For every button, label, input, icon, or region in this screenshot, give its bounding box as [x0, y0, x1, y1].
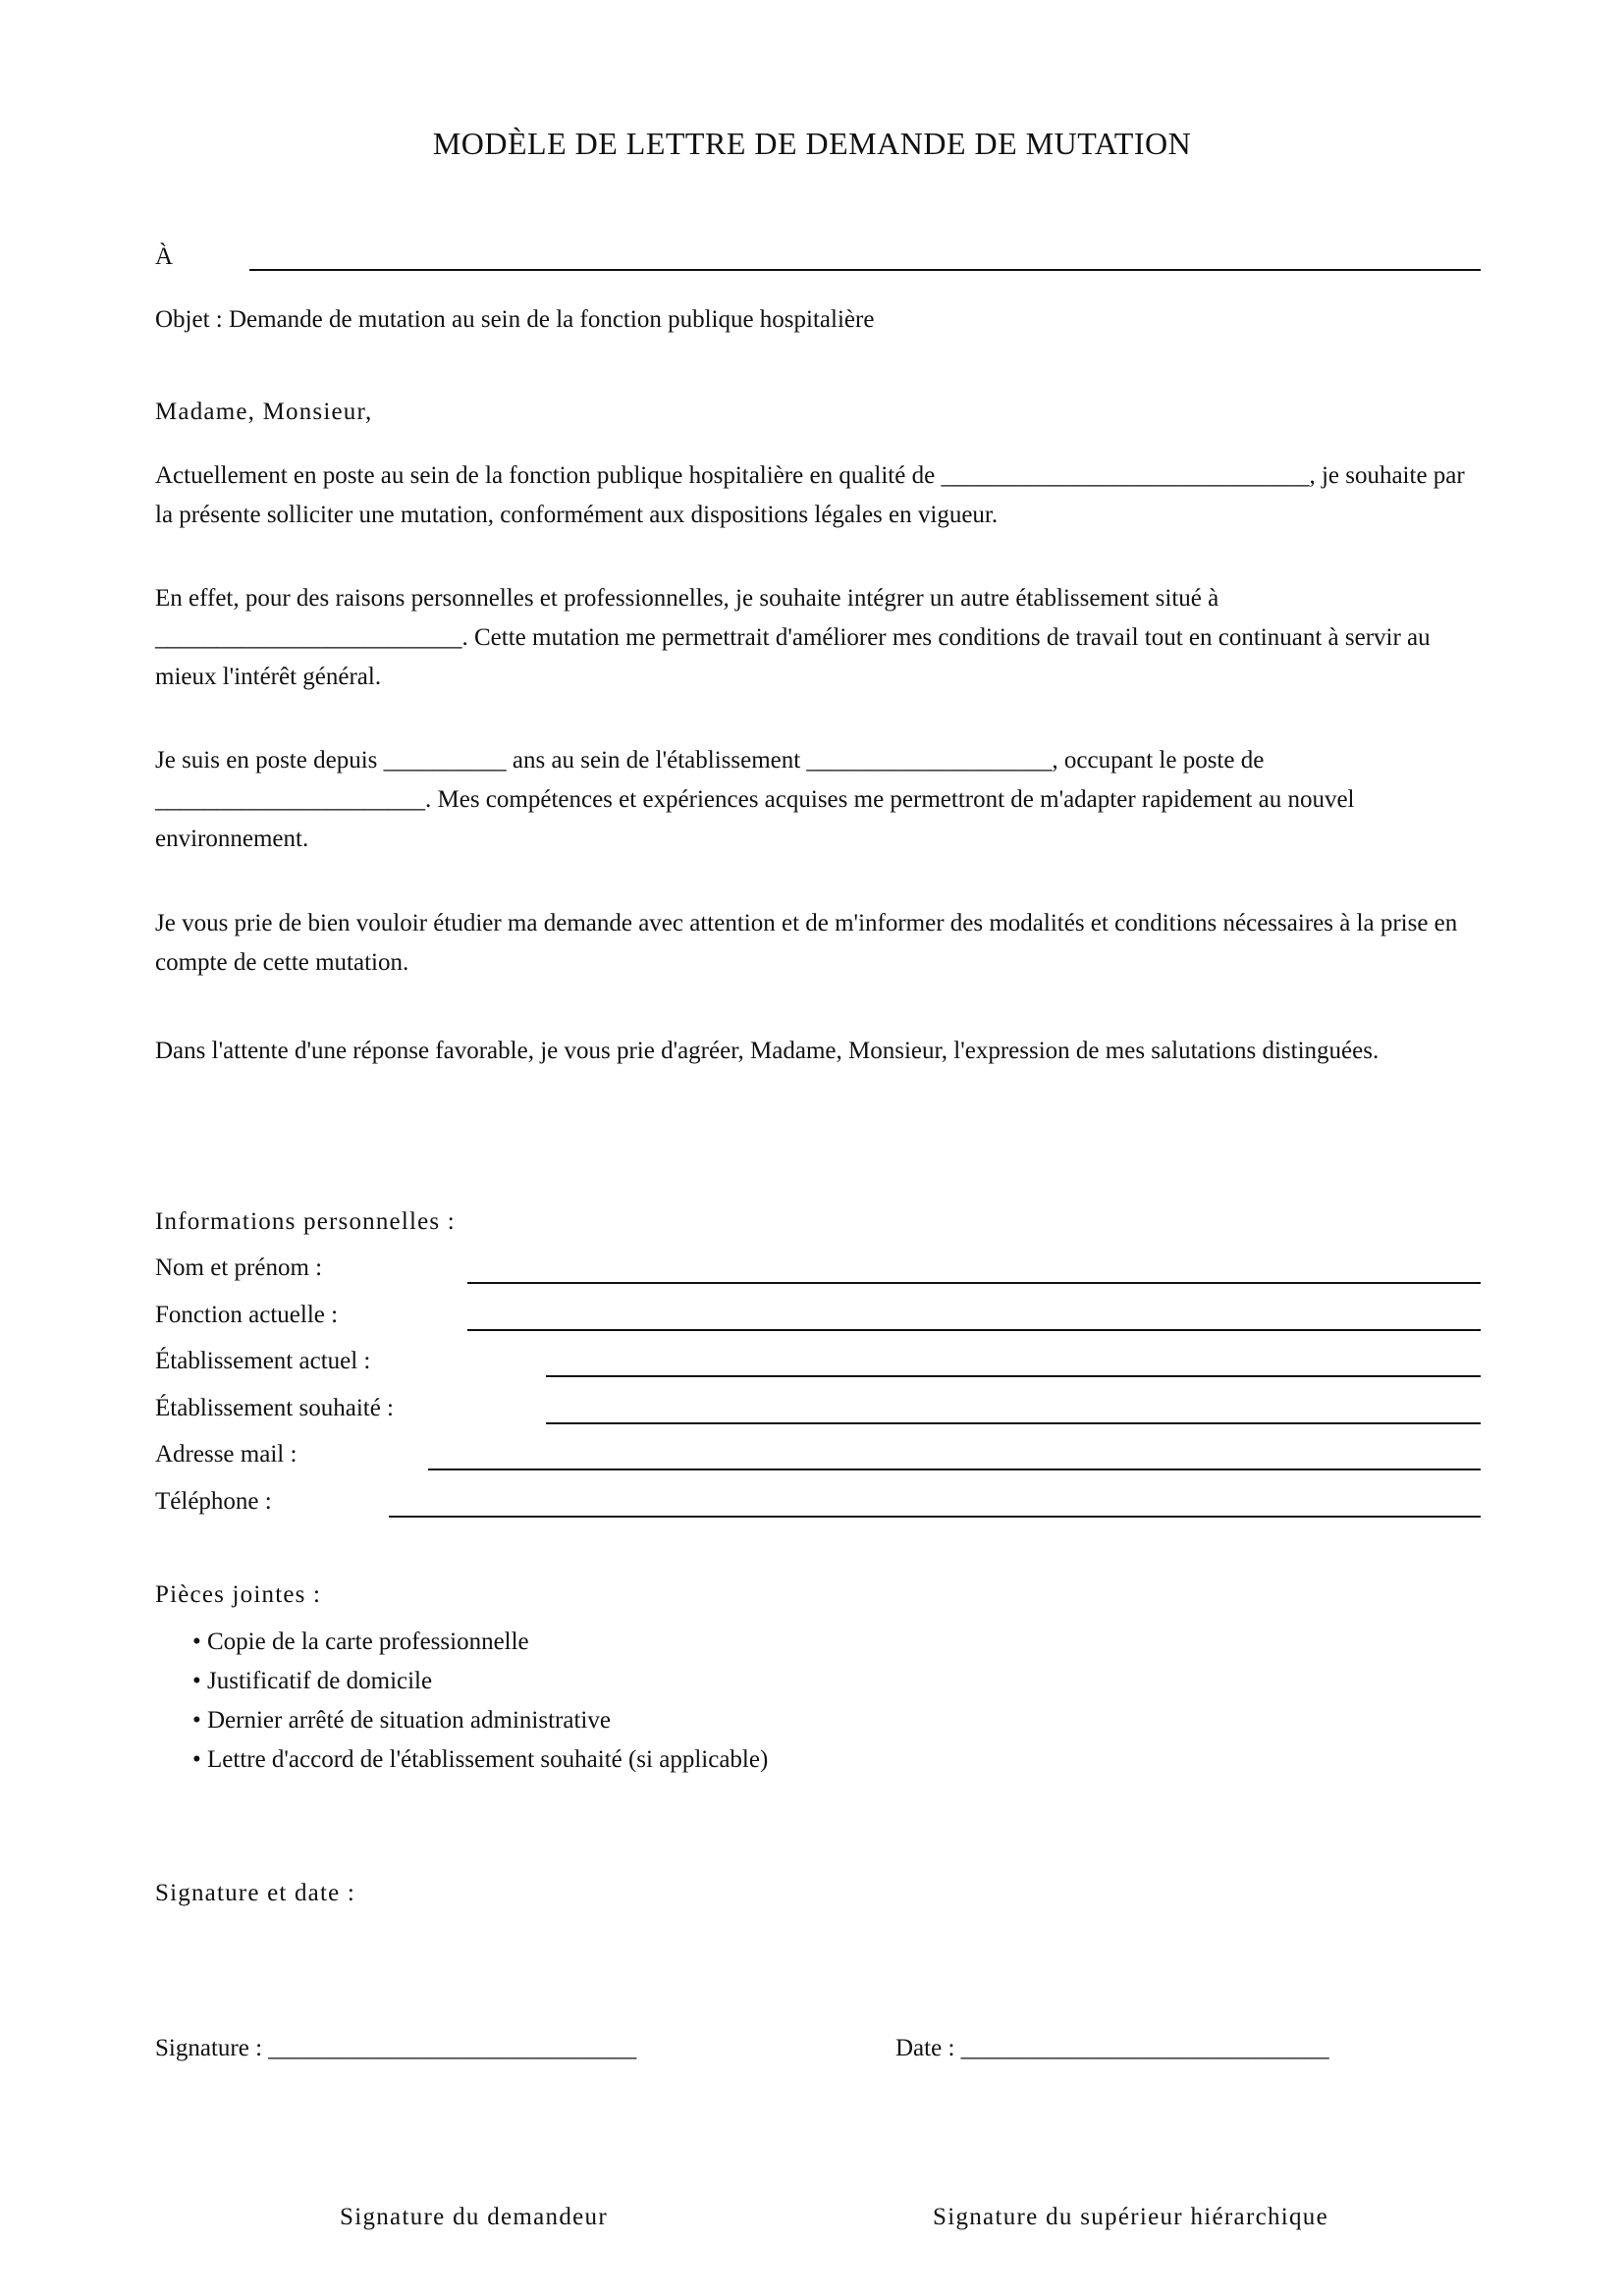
paragraph-2: En effet, pour des raisons personnelles et professionnelles, je souhaite intégrer un autre établissement situé à _________________________. Cette mutation me permettrait d'améliorer mes conditions de travail tout en continuant à servir au mieux l'intérêt général.: [155, 585, 1431, 690]
field-line-current-establishment[interactable]: [546, 1375, 1481, 1377]
field-label-current-establishment: Établissement actuel :: [155, 1348, 371, 1374]
subject-line: Objet : Demande de mutation au sein de la fonction publique hospitalière: [155, 306, 875, 333]
attachments-list: [192, 1623, 1371, 1780]
date-field[interactable]: Date : ______________________________: [895, 2035, 1329, 2061]
field-label-current-function: Fonction actuelle :: [155, 1302, 339, 1328]
signature-date-heading: Signature et date :: [155, 1880, 355, 1906]
paragraph-4: Je vous prie de bien vouloir étudier ma demande avec attention et de m'informer des modalités et conditions nécessaires à la prise en compte de cette mutation.: [155, 910, 1458, 976]
list-item: • Justificatif de domicile: [192, 1668, 433, 1694]
field-line-phone[interactable]: [389, 1516, 1481, 1518]
field-line-name[interactable]: [467, 1282, 1481, 1284]
personal-info-heading: Informations personnelles :: [155, 1208, 456, 1235]
list-item: • Copie de la carte professionnelle: [192, 1629, 529, 1655]
paragraph-1: Actuellement en poste au sein de la fonction publique hospitalière en qualité de ______________________________, je souhaite par la présente solliciter une mutation, conformément aux dispositions légales en vigueur.: [155, 462, 1465, 528]
list-item: • Lettre d'accord de l'établissement souhaité (si applicable): [192, 1746, 769, 1773]
recipient-label: À: [155, 243, 174, 270]
supervisor-signature-caption: Signature du supérieur hiérarchique: [933, 2204, 1329, 2230]
field-label-name: Nom et prénom :: [155, 1255, 323, 1281]
list-item: • Dernier arrêté de situation administrative: [192, 1707, 611, 1734]
field-label-phone: Téléphone :: [155, 1488, 272, 1515]
page-title: MODÈLE DE LETTRE DE DEMANDE DE MUTATION: [432, 126, 1192, 161]
field-line-current-function[interactable]: [467, 1329, 1481, 1331]
field-line-desired-establishment[interactable]: [546, 1422, 1481, 1424]
field-label-email: Adresse mail :: [155, 1441, 298, 1468]
field-line-email[interactable]: [428, 1468, 1481, 1470]
paragraph-3: Je suis en poste depuis __________ ans au sein de l'établissement ____________________, occupant le poste de ______________________. Mes compétences et expériences acquises me permettront de m'adapter rapidement au nouvel environnement.: [155, 747, 1355, 852]
paragraph-5: Dans l'attente d'une réponse favorable, je vous prie d'agréer, Madame, Monsieur, l'expression de mes salutations distinguées.: [155, 1038, 1380, 1064]
attachments-heading: Pièces jointes :: [155, 1581, 322, 1608]
signature-field[interactable]: Signature : ______________________________: [155, 2035, 637, 2061]
field-label-desired-establishment: Établissement souhaité :: [155, 1395, 395, 1421]
applicant-signature-caption: Signature du demandeur: [340, 2204, 608, 2230]
recipient-line[interactable]: [249, 269, 1481, 271]
salutation: Madame, Monsieur,: [155, 399, 373, 425]
